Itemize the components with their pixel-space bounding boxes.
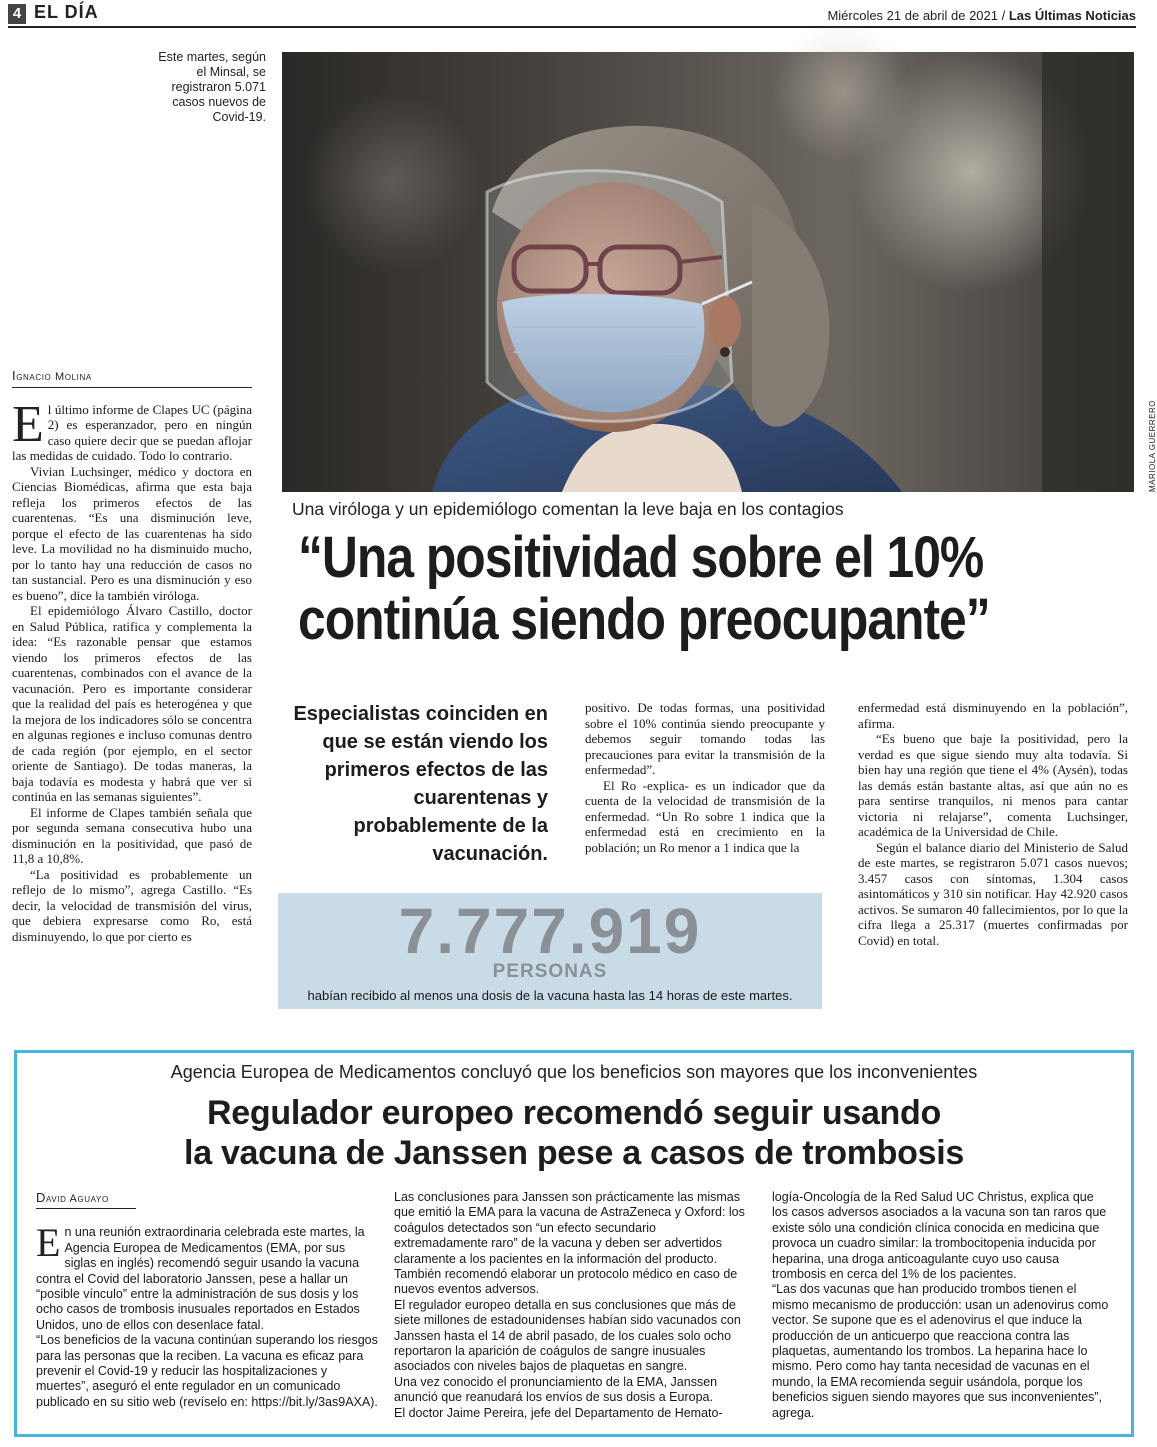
paragraph: logía-Oncología de la Red Salud UC Christus, explica que los casos adversos asociados a la vacuna son tan raros que existe sólo una condición clínica conocida en medicina que provoca un cuadro similar: la trombocitopenia inducida por heparina, una droga anticoagulante cuyo uso causa trombosis en cerca del 1% de los pacientes. [772, 1190, 1107, 1282]
photo-credit-text: MARIOLA GUERRERO [1148, 399, 1157, 492]
stat-number: 7.777.919 [398, 895, 702, 967]
story-kicker: Una viróloga y un epidemiólogo comentan la leve baja en los contagios [292, 499, 844, 519]
paragraph: “Los beneficios de la vacuna continúan superando los riesgos para las personas que la reciben. La vacuna es eficaz para prevenir el Covid-19 y reducir las hospitalizaciones y muertes”, aseguró el ente regulador en un comunicado publicado en su sitio web (revíselo en: https://bit.ly/3as9AXA). [36, 1333, 378, 1409]
dropcap: E [12, 395, 44, 453]
headline-line-1: “Una positividad sobre el 10% [298, 525, 984, 590]
date: Miércoles 21 de abril de 2021 [827, 8, 998, 23]
stat-unit: PERSONAS [492, 961, 608, 982]
publication-name: Las Últimas Noticias [1008, 8, 1136, 23]
byline: David Aguayo [36, 1190, 136, 1209]
paragraph: “La positividad es probablemente un reflejo de lo mismo”, agrega Castillo. “Es decir, la velocidad de transmisión del virus, que debiera expresarse como Ro, está disminuyendo, lo que por cierto es [12, 866, 252, 944]
byline: Ignacio Molina [12, 368, 252, 388]
paragraph: El Ro -explica- es un indicador que da cuenta de la velocidad de transmisión de la enfermedad. “Un Ro sobre 1 indica que la enfermedad está en crecimiento en la población; un Ro menor a 1 indica que la [585, 777, 825, 855]
second-column-3 [772, 1190, 1112, 1421]
date-separator: / [998, 8, 1009, 23]
dateline [827, 8, 1136, 23]
main-column-3 [858, 700, 1128, 948]
main-column-2 [585, 700, 825, 855]
headline-line-2: la vacuna de Janssen pese a casos de trombosis [184, 1134, 964, 1172]
paragraph: Según el balance diario del Ministerio de Salud de este martes, se registraron 5.071 casos nuevos; 3.457 casos con síntomas, 1.304 casos asintomáticos y 310 sin notificar. Hay 42.920 casos activos. Se sumaron 40 fallecimientos, por lo que la cifra llega a 25.317 (muertes confirmadas por Covid) en total. [858, 839, 1128, 948]
headline-line-2: continúa siendo preocupante” [298, 587, 990, 652]
paragraph: “Las dos vacunas que han producido trombos tienen el mismo mecanismo de producción: usan un adenovirus como vector. Se supone que es el adenovirus el que induce la producción de un anticuerpo que reacciona contra las plaquetas, aumentando los trombos. La heparina hace lo mismo. Pero como hay tanta necesidad de vacunas en el mundo, la EMA recomienda seguir usándola, porque los beneficios siguen siendo mayores que sus inconvenientes”, agrega. [772, 1282, 1109, 1420]
paragraph: “Es bueno que baje la positividad, pero la verdad es que sigue siendo muy alta todavía. Si bien hay una región que tiene el 4% (Aysén), todas las demás están bastante altas, así que aún no es para sentirse tranquilos, ni menos para cantar victoria ni relajarse”, comenta Luchsinger, académica de la Universidad de Chile. [858, 731, 1128, 839]
paragraph: Una vez conocido el pronunciamiento de la EMA, Janssen anunció que reanudará los envíos de sus dosis a Europa. [394, 1374, 718, 1405]
dropcap: E [36, 1220, 61, 1266]
second-column-2 [394, 1190, 750, 1421]
section-title: EL DÍA [34, 2, 99, 22]
photo-credit [1138, 399, 1157, 500]
header-rule [8, 26, 1136, 28]
second-column-1 [36, 1190, 380, 1410]
page-number: 4 [8, 4, 26, 24]
headline-line-1: Regulador europeo recomendó seguir usando [207, 1094, 941, 1132]
paragraph: positivo. De todas formas, una positividad sobre el 10% continúa siendo preocupante y debemos seguir tomando todas las precauciones para evitar la transmisión de la enfermedad”. [585, 700, 825, 777]
second-story-kicker: Agencia Europea de Medicamentos concluyó que los beneficios son mayores que los inconvenientes [170, 1062, 978, 1082]
paragraph: Las conclusiones para Janssen son prácticamente las mismas que emitió la EMA para la vacuna de AstraZeneca y Oxford: los coágulos detectados son “un efecto secundario extremadamente raro” de la vacuna y deben ser advertidos claramente a los pacientes en la información del producto. También recomendó elaborar un protocolo médico en caso de nuevos eventos adversos. [394, 1190, 745, 1297]
story-lead: Especialistas coinciden en que se están viendo los primeros efectos de las cuarentenas y probablemente de la vacunación. [293, 703, 548, 865]
stat-box [278, 893, 822, 1009]
news-photo [282, 52, 1134, 492]
paragraph: Vivian Luchsinger, médico y doctora en Ciencias Biomédicas, afirma que esta baja refleja los primeros efectos de las cuarentenas. “Es una disminución leve, porque el efecto de las cuarentenas ha sido leve. La movilidad no ha disminuido mucho, por lo tanto hay una reducción de casos no tan sustancial. Pero es una disminución y eso es bueno”, dice la también viróloga. [12, 463, 252, 603]
paragraph: El informe de Clapes también señala que por segunda semana consecutiva hubo una disminución en la positividad, que pasó de 11,8 a 10,8%. [12, 804, 252, 866]
photo-caption: Este martes, según el Minsal, se registraron 5.071 casos nuevos de Covid-19. [158, 50, 266, 124]
paragraph: El epidemiólogo Álvaro Castillo, doctor en Salud Pública, ratifica y complementa la idea: “Es razonable pensar que estamos viendo los primeros efectos de las cuarentenas, combinados con el avance de la vacunación. Pero es importante considerar que la realidad del país es heterogénea y que la mejora de los indicadores sólo se concentra en algunas regiones e incluso comunas dentro de cada región (por ejemplo, en el sector oriente de Santiago). De todas maneras, la baja todavía es modesta y habrá que ver si continúa en las semanas siguientes”. [12, 603, 252, 804]
story-headline [298, 527, 1020, 651]
paragraph: enfermedad está disminuyendo en la población”, afirma. [858, 700, 1128, 731]
stat-description: habían recibido al menos una dosis de la vacuna hasta las 14 horas de este martes. [307, 988, 793, 1003]
paragraph: l último informe de Clapes UC (página 2) es esperanzador, pero en ningún caso quiere decir que se puedan aflojar las medidas de cuidado. Todo lo contrario. [12, 401, 252, 463]
main-column-1 [12, 368, 252, 944]
paragraph: n una reunión extraordinaria celebrada este martes, la Agencia Europea de Medicamentos (EMA, por sus siglas en inglés) recomendó seguir usando la vacuna contra el Covid del laboratorio Janssen, pese a hallar un “posible vínculo” entre la administración de sus dosis y los ocho casos de trombosis inusuales reportados en Estados Unidos, uno de ellos con desenlace fatal. [36, 1225, 365, 1332]
paragraph: El regulador europeo detalla en sus conclusiones que más de siete millones de estadounidenses habían sido vacunados con Janssen hasta el 14 de abril pasado, de los cuales solo ocho reportaron la aparición de coágulos de sangre inusuales asociados con niveles bajos de plaquetas en sangre. [394, 1297, 741, 1374]
second-story-headline [14, 1093, 1134, 1173]
paragraph: El doctor Jaime Pereira, jefe del Departamento de Hemato- [394, 1405, 723, 1420]
